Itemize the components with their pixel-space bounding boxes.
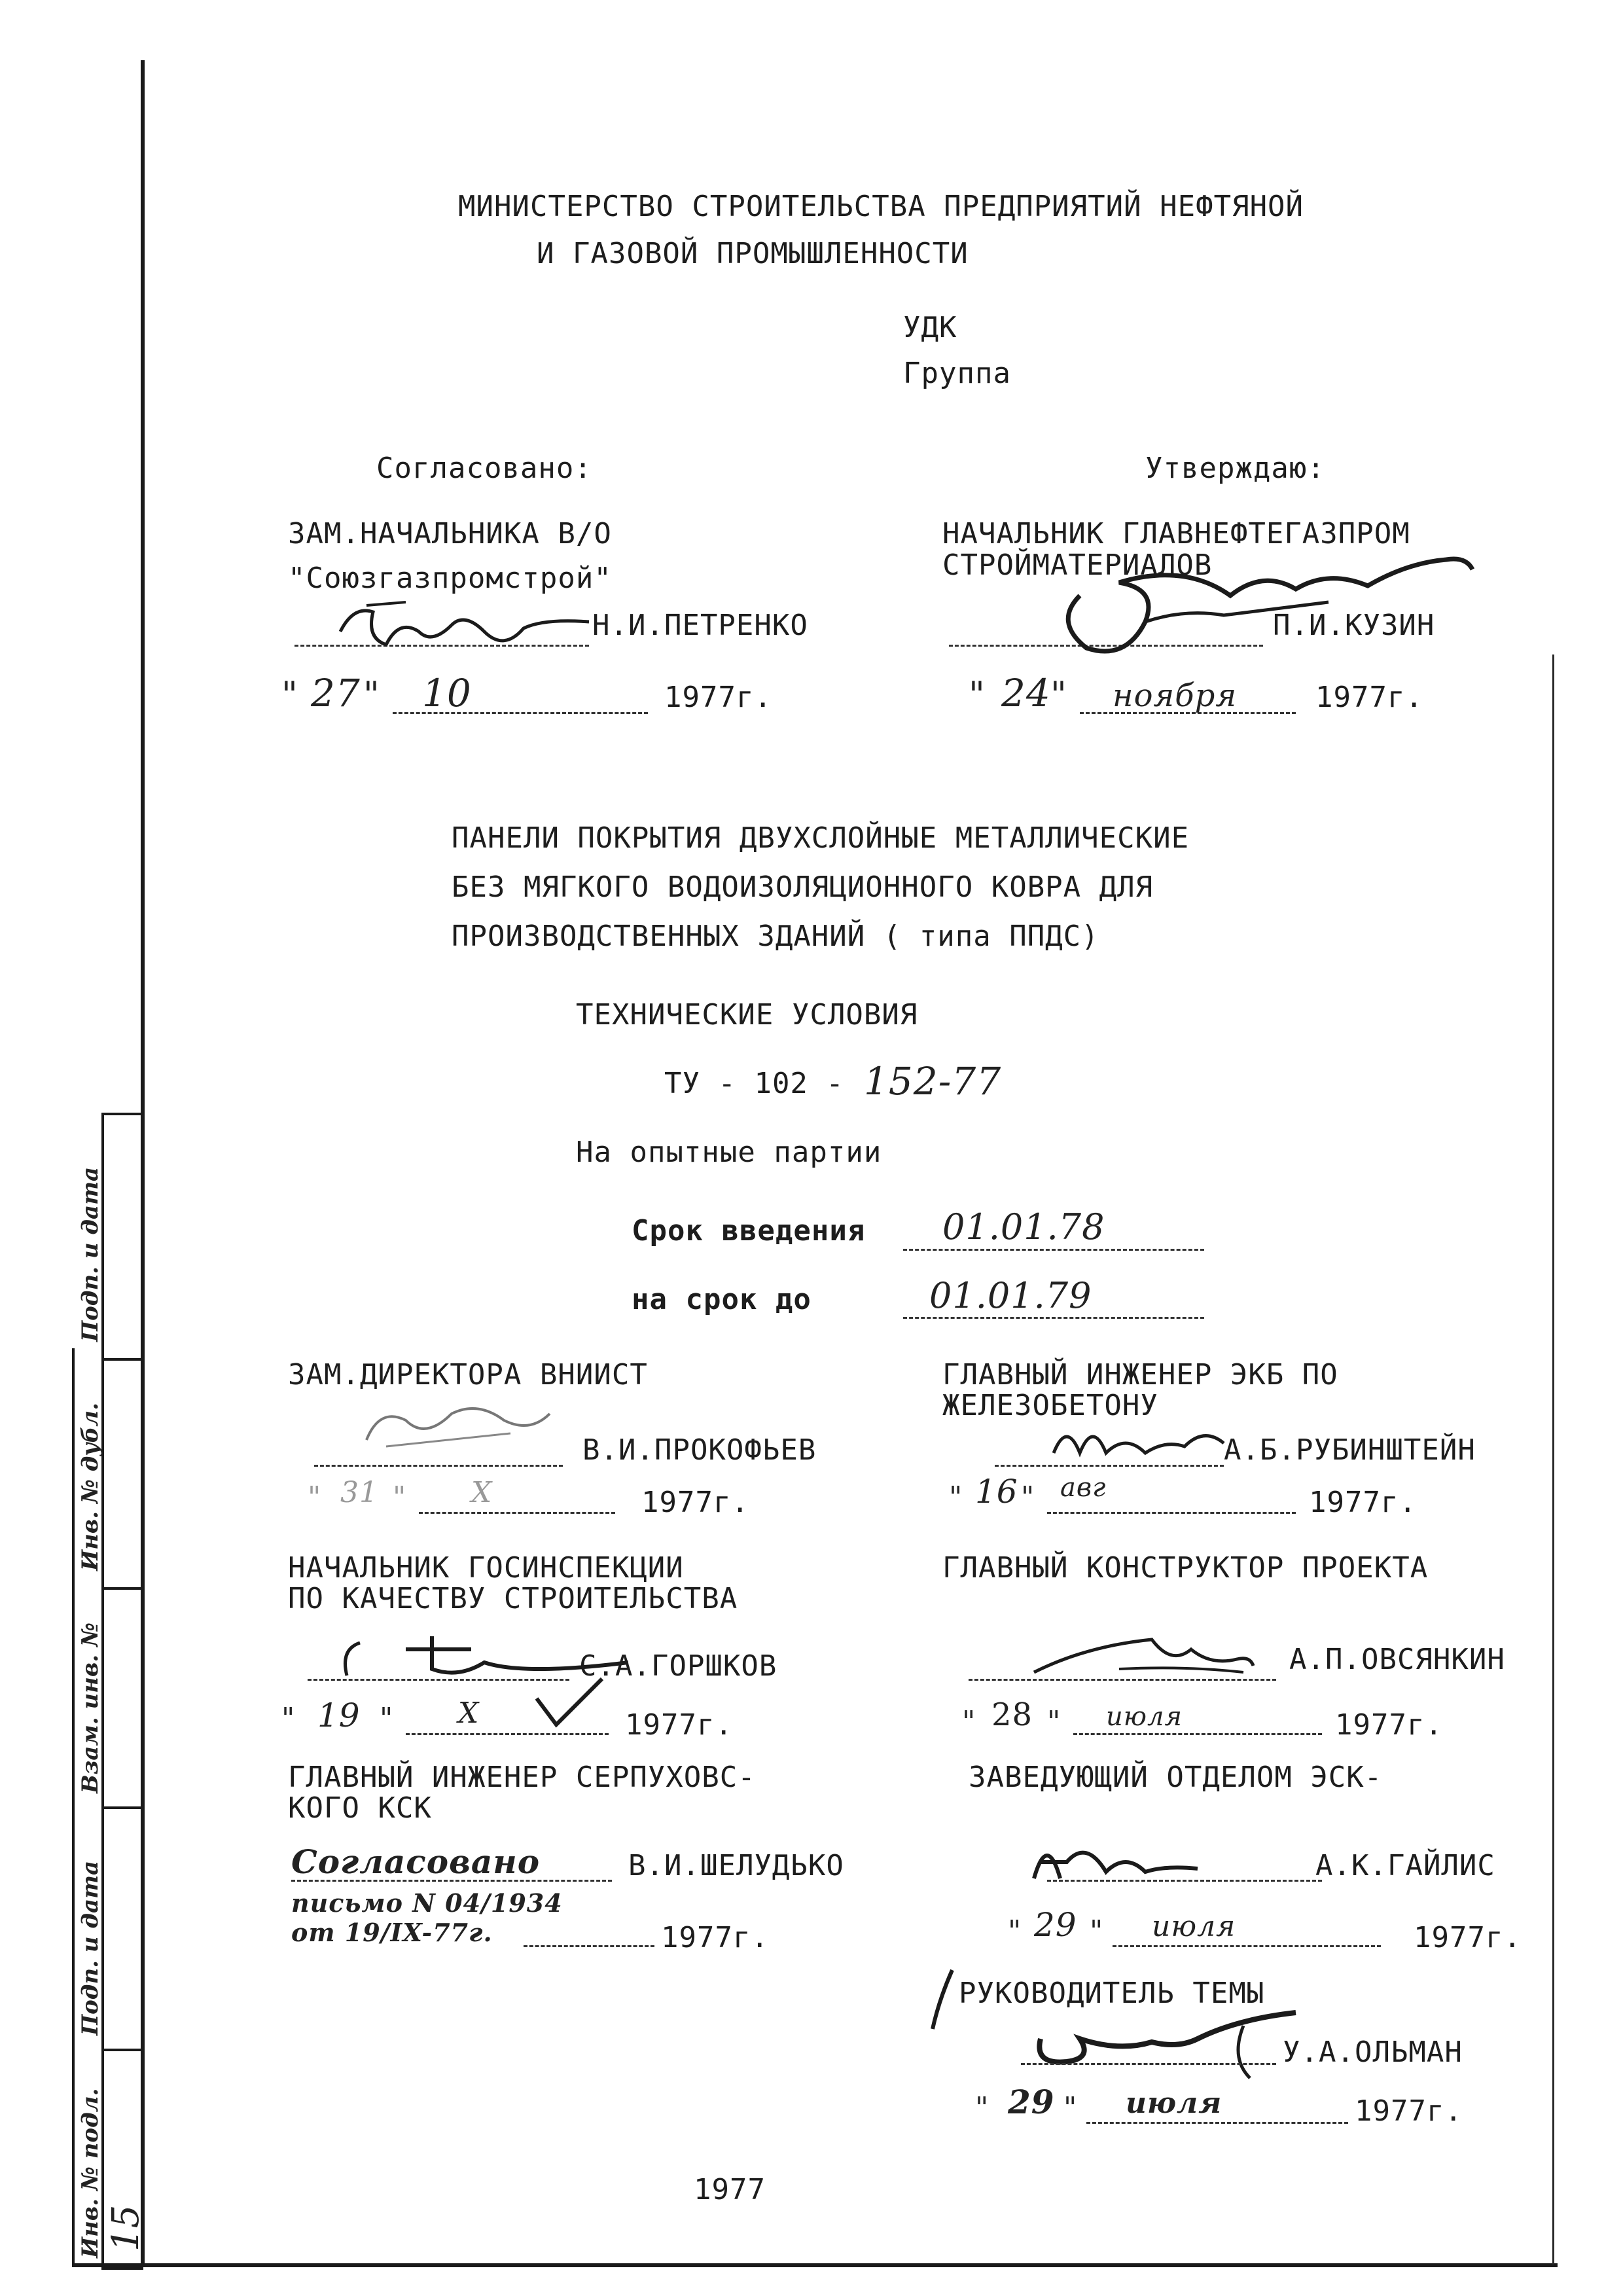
approve-heading: Утверждаю: bbox=[1145, 452, 1325, 485]
agreed-heading: Согласовано: bbox=[376, 452, 592, 485]
date-line bbox=[524, 1945, 654, 1947]
agreed-date-close-quote: " bbox=[363, 674, 380, 715]
s5-name: В.И.ШЕЛУДЬКО bbox=[628, 1849, 844, 1882]
signature-petrenko bbox=[327, 592, 602, 664]
ministry-line-2: И ГАЗОВОЙ ПРОМЫШЛЕННОСТИ bbox=[537, 237, 969, 270]
footer-year: 1977 bbox=[694, 2173, 766, 2206]
s1-day: 31 bbox=[340, 1476, 378, 1509]
s2-date-open-quote: " bbox=[949, 1480, 963, 1514]
signature-line bbox=[314, 1465, 563, 1467]
agreed-title-2: "Союзгазпромстрой" bbox=[288, 562, 612, 595]
approve-date-close-quote: " bbox=[1050, 674, 1067, 715]
s4-date-open-quote: " bbox=[962, 1705, 976, 1738]
stamp-cell-replace-inv: Взам. инв. № bbox=[77, 1623, 103, 1793]
s7-date-open-quote: " bbox=[975, 2091, 990, 2125]
s5-title-2: КОГО КСК bbox=[288, 1791, 432, 1825]
signature-ovsyankin bbox=[1021, 1620, 1257, 1685]
s6-day: 29 bbox=[1034, 1906, 1077, 1944]
agreed-date-year: 1977г. bbox=[664, 681, 772, 714]
date-line bbox=[903, 1317, 1204, 1319]
s1-month: X bbox=[471, 1476, 493, 1509]
agreed-title-1: ЗАМ.НАЧАЛЬНИКА В/О bbox=[288, 517, 612, 550]
signature-line bbox=[969, 1679, 1276, 1681]
s3-year: 1977г. bbox=[625, 1708, 733, 1742]
approve-title-2: СТРОЙМАТЕРИАЛОВ bbox=[942, 548, 1213, 582]
s5-year: 1977г. bbox=[661, 1921, 769, 1954]
approve-date-month: ноября bbox=[1113, 677, 1238, 714]
signature-olman bbox=[1021, 2006, 1309, 2085]
subtitle: ТЕХНИЧЕСКИЕ УСЛОВИЯ bbox=[576, 998, 918, 1031]
signature-line bbox=[291, 1880, 612, 1882]
s1-title: ЗАМ.ДИРЕКТОРА ВНИИСТ bbox=[288, 1358, 648, 1391]
approve-date-day: 24 bbox=[1001, 671, 1051, 715]
signature-prokofiev bbox=[347, 1388, 563, 1460]
s7-title: РУКОВОДИТЕЛЬ ТЕМЫ bbox=[959, 1977, 1265, 2010]
stamp-cell-inv-orig: Инв. № подл. bbox=[77, 2088, 103, 2258]
s4-title: ГЛАВНЫЙ КОНСТРУКТОР ПРОЕКТА bbox=[942, 1551, 1429, 1585]
s4-year: 1977г. bbox=[1335, 1708, 1443, 1742]
stamp-cell-sign-date-2: Подп. и дата bbox=[77, 1860, 103, 2036]
bracket-mark bbox=[923, 1967, 962, 2032]
s6-name: А.К.ГАЙЛИС bbox=[1315, 1849, 1495, 1882]
intro-label: Срок введения bbox=[632, 1214, 866, 1247]
signature-gailis bbox=[1021, 1826, 1211, 1898]
date-line bbox=[1086, 2122, 1348, 2124]
s1-date-close-quote: " bbox=[393, 1480, 407, 1514]
until-label: на срок до bbox=[632, 1283, 812, 1316]
side-stamp bbox=[101, 1113, 143, 2270]
s6-month: июля bbox=[1152, 1910, 1236, 1943]
date-line bbox=[419, 1512, 615, 1514]
s4-name: А.П.ОВСЯНКИН bbox=[1289, 1643, 1505, 1676]
s4-day: 28 bbox=[991, 1696, 1033, 1733]
s6-year: 1977г. bbox=[1414, 1921, 1522, 1954]
date-line bbox=[903, 1249, 1204, 1251]
s3-name: С.А.ГОРШКОВ bbox=[579, 1649, 777, 1683]
approve-date-year: 1977г. bbox=[1315, 681, 1423, 714]
s7-year: 1977г. bbox=[1355, 2094, 1463, 2128]
s2-day: 16 bbox=[975, 1473, 1018, 1511]
approve-title-1: НАЧАЛЬНИК ГЛАВНЕФТЕГАЗПРОМ bbox=[942, 517, 1410, 550]
ministry-line-1: МИНИСТЕРСТВО СТРОИТЕЛЬСТВА ПРЕДПРИЯТИЙ НЕФТЯНОЙ bbox=[458, 190, 1304, 223]
title-line-3: ПРОИЗВОДСТВЕННЫХ ЗДАНИЙ ( типа ППДС) bbox=[452, 920, 1099, 953]
udk-label: УДК bbox=[903, 311, 957, 344]
date-line bbox=[1113, 1945, 1381, 1947]
agreed-date-open-quote: " bbox=[281, 674, 298, 715]
s1-date-open-quote: " bbox=[308, 1480, 322, 1514]
signature-line bbox=[1047, 1880, 1322, 1882]
s7-day: 29 bbox=[1008, 2083, 1055, 2121]
stamp-divider bbox=[101, 2049, 143, 2051]
until-date: 01.01.79 bbox=[929, 1275, 1092, 1316]
s1-name: В.И.ПРОКОФЬЕВ bbox=[582, 1433, 817, 1467]
s2-title-2: ЖЕЛЕЗОБЕТОНУ bbox=[942, 1389, 1158, 1422]
s3-month: X bbox=[458, 1696, 480, 1730]
s2-year: 1977г. bbox=[1309, 1486, 1417, 1519]
stamp-cell-inv-dupl: Инв. № дубл. bbox=[77, 1403, 103, 1571]
frame-bottom-border bbox=[72, 2263, 1558, 2267]
batch-label: На опытные партии bbox=[576, 1136, 882, 1169]
date-line bbox=[1073, 1733, 1322, 1735]
stamp-divider bbox=[101, 1358, 143, 1361]
stamp-inv-number: 15 bbox=[105, 2204, 147, 2251]
signature-kuzin bbox=[1014, 524, 1486, 674]
s2-name: А.Б.РУБИНШТЕЙН bbox=[1224, 1433, 1476, 1467]
approve-name: П.И.КУЗИН bbox=[1273, 609, 1435, 642]
stamp-divider bbox=[101, 1587, 143, 1590]
signature-line bbox=[1021, 2063, 1276, 2065]
group-label: Группа bbox=[903, 357, 1011, 390]
s3-day: 19 bbox=[317, 1696, 361, 1734]
s3-date-close-quote: " bbox=[380, 1702, 394, 1735]
stamp-cell-sign-date-1: Подп. и дата bbox=[77, 1166, 103, 1342]
agreed-name: Н.И.ПЕТРЕНКО bbox=[592, 609, 808, 642]
s2-date-close-quote: " bbox=[1021, 1480, 1035, 1514]
s4-month: июля bbox=[1106, 1702, 1183, 1732]
s6-date-close-quote: " bbox=[1090, 1914, 1104, 1948]
s5-note-2: письмо N 04/1934 bbox=[291, 1888, 563, 1918]
s3-title-1: НАЧАЛЬНИК ГОСИНСПЕКЦИИ bbox=[288, 1551, 684, 1585]
s7-name: У.А.ОЛЬМАН bbox=[1283, 2036, 1463, 2069]
s7-month: июля bbox=[1126, 2087, 1222, 2120]
agreed-date-day: 27 bbox=[311, 671, 361, 715]
s6-date-open-quote: " bbox=[1008, 1914, 1022, 1948]
stamp-divider bbox=[101, 1806, 143, 1809]
title-line-2: БЕЗ МЯГКОГО ВОДОИЗОЛЯЦИОННОГО КОВРА ДЛЯ bbox=[452, 870, 1154, 904]
s7-date-close-quote: " bbox=[1063, 2091, 1078, 2125]
intro-date: 01.01.78 bbox=[942, 1206, 1105, 1247]
signature-line bbox=[995, 1465, 1224, 1467]
s2-month: авг bbox=[1060, 1473, 1107, 1503]
s3-date-open-quote: " bbox=[281, 1702, 296, 1735]
date-line bbox=[1047, 1512, 1296, 1514]
s5-title-1: ГЛАВНЫЙ ИНЖЕНЕР СЕРПУХОВС- bbox=[288, 1761, 756, 1794]
frame-right-border bbox=[1552, 655, 1554, 2265]
date-line bbox=[406, 1733, 609, 1735]
title-line-1: ПАНЕЛИ ПОКРЫТИЯ ДВУХСЛОЙНЫЕ МЕТАЛЛИЧЕСКИЕ bbox=[452, 821, 1190, 855]
stamp-outer-line bbox=[72, 1348, 75, 2265]
checkmark-icon bbox=[530, 1672, 609, 1731]
s6-title: ЗАВЕДУЮЩИЙ ОТДЕЛОМ ЭСК- bbox=[969, 1761, 1383, 1794]
s5-note-3: от 19/IX-77г. bbox=[291, 1918, 493, 1947]
tu-number: 152-77 bbox=[864, 1059, 1002, 1103]
approve-date-open-quote: " bbox=[969, 674, 986, 715]
agreed-date-month: 10 bbox=[422, 671, 472, 715]
tu-prefix: ТУ - 102 - bbox=[664, 1067, 844, 1100]
s3-title-2: ПО КАЧЕСТВУ СТРОИТЕЛЬСТВА bbox=[288, 1582, 738, 1615]
s5-note-1: Согласовано bbox=[291, 1842, 541, 1881]
s2-title-1: ГЛАВНЫЙ ИНЖЕНЕР ЭКБ ПО bbox=[942, 1358, 1338, 1391]
s1-year: 1977г. bbox=[641, 1486, 749, 1519]
s4-date-close-quote: " bbox=[1047, 1705, 1061, 1738]
